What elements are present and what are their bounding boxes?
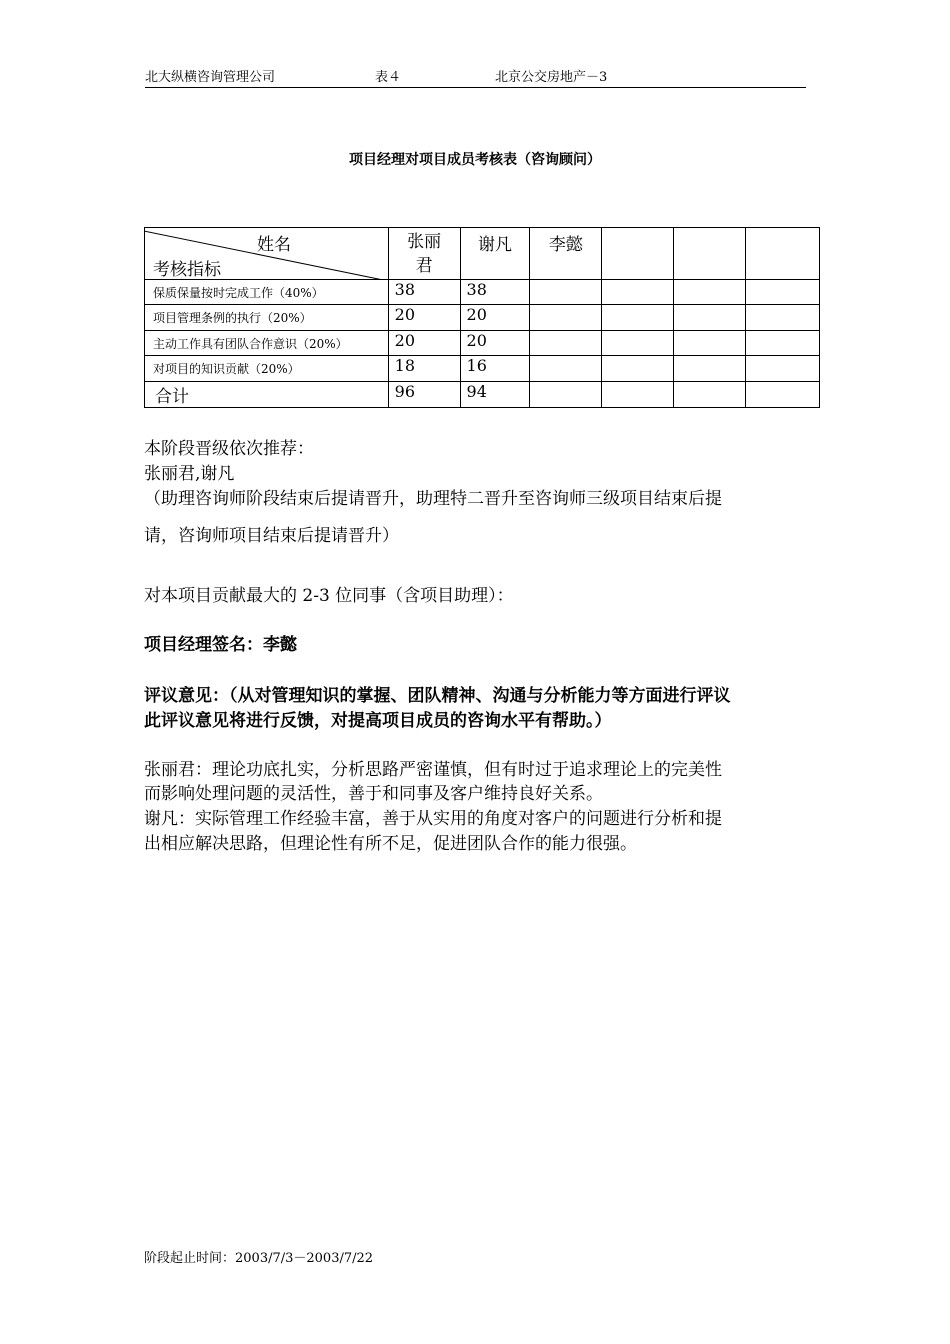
- comment-xie-line-1: 谢凡：实际管理工作经验丰富，善于从实用的角度对客户的问题进行分析和提: [144, 809, 722, 829]
- score-cell: [602, 356, 674, 382]
- total-score-cell: [746, 382, 820, 408]
- score-cell: [530, 305, 602, 331]
- score-cell: 20: [460, 331, 530, 356]
- member-header-xie: 谢凡: [460, 228, 530, 280]
- indicator-cell: 主动工作具有团队合作意识（20%）: [145, 331, 389, 356]
- comments-heading-line-1: 评议意见：（从对管理知识的掌握、团队精神、沟通与分析能力等方面进行评议: [144, 686, 731, 706]
- table-total-row: [145, 382, 820, 408]
- total-score-cell: [602, 382, 674, 408]
- score-cell: [530, 356, 602, 382]
- member-header-empty: [674, 228, 746, 280]
- total-score-cell: [530, 382, 602, 408]
- total-label-cell: 合计: [145, 382, 389, 408]
- score-cell: [674, 356, 746, 382]
- promotion-note-line-2: 请，咨询师项目结束后提请晋升）: [144, 526, 399, 546]
- score-cell: [602, 305, 674, 331]
- member-header-empty: [602, 228, 674, 280]
- comment-xie-line-2: 出相应解决思路，但理论性有所不足，促进团队合作的能力很强。: [144, 834, 637, 854]
- contribution-label: 对本项目贡献最大的 2-3 位同事（含项目助理）：: [144, 586, 514, 606]
- score-cell: [746, 331, 820, 356]
- score-cell: [602, 280, 674, 305]
- comments-heading-line-2: 此评议意见将进行反馈，对提高项目成员的咨询水平有帮助。）: [144, 711, 612, 731]
- score-cell: [674, 280, 746, 305]
- page-header: [145, 66, 806, 88]
- header-table-number: 表４: [375, 70, 402, 85]
- page-title: 项目经理对项目成员考核表（咨询顾问）: [349, 152, 601, 168]
- score-cell: [674, 305, 746, 331]
- manager-signature: 项目经理签名：李懿: [144, 635, 297, 655]
- indicator-cell: 保质保量按时完成工作（40%）: [145, 280, 389, 305]
- member-header-li: 李懿: [530, 228, 602, 280]
- score-cell: 38: [388, 280, 460, 305]
- promotion-names: 张丽君,谢凡: [144, 464, 235, 484]
- score-cell: 20: [388, 305, 460, 331]
- score-cell: 16: [460, 356, 530, 382]
- score-cell: 20: [388, 331, 460, 356]
- header-project: 北京公交房地产－3: [495, 70, 608, 85]
- score-cell: [530, 331, 602, 356]
- score-cell: 20: [460, 305, 530, 331]
- indicator-cell: 项目管理条例的执行（20%）: [145, 305, 389, 331]
- stage-period-footer: 阶段起止时间：2003/7/3－2003/7/22: [144, 1251, 374, 1266]
- table-header-row: [145, 228, 820, 280]
- score-cell: 38: [460, 280, 530, 305]
- total-score-cell: [674, 382, 746, 408]
- score-cell: [746, 280, 820, 305]
- table-row: [145, 280, 820, 305]
- member-header-empty: [746, 228, 820, 280]
- table-row: [145, 356, 820, 382]
- score-cell: [602, 331, 674, 356]
- promotion-label: 本阶段晋级依次推荐：: [144, 439, 314, 459]
- score-cell: [746, 356, 820, 382]
- indicator-cell: 对项目的知识贡献（20%）: [145, 356, 389, 382]
- evaluation-table: [144, 227, 820, 408]
- score-cell: [530, 280, 602, 305]
- table-row: [145, 331, 820, 356]
- comment-zhang-line-2: 而影响处理问题的灵活性，善于和同事及客户维持良好关系。: [144, 784, 603, 804]
- score-cell: [674, 331, 746, 356]
- corner-name-label: 姓名: [257, 235, 291, 255]
- table-row: [145, 305, 820, 331]
- comment-zhang-line-1: 张丽君：理论功底扎实，分析思路严密谨慎，但有时过于追求理论上的完美性: [144, 760, 722, 780]
- corner-indicator-label: 考核指标: [153, 260, 221, 280]
- header-company: 北大纵横咨询管理公司: [145, 70, 276, 85]
- score-cell: [746, 305, 820, 331]
- total-score-cell: 96: [388, 382, 460, 408]
- member-header-zhang: 张丽 君: [388, 228, 460, 280]
- promotion-note-line-1: （助理咨询师阶段结束后提请晋升，助理特二晋升至咨询师三级项目结束后提: [144, 489, 722, 509]
- total-score-cell: 94: [460, 382, 530, 408]
- corner-header-cell: [145, 228, 389, 280]
- score-cell: 18: [388, 356, 460, 382]
